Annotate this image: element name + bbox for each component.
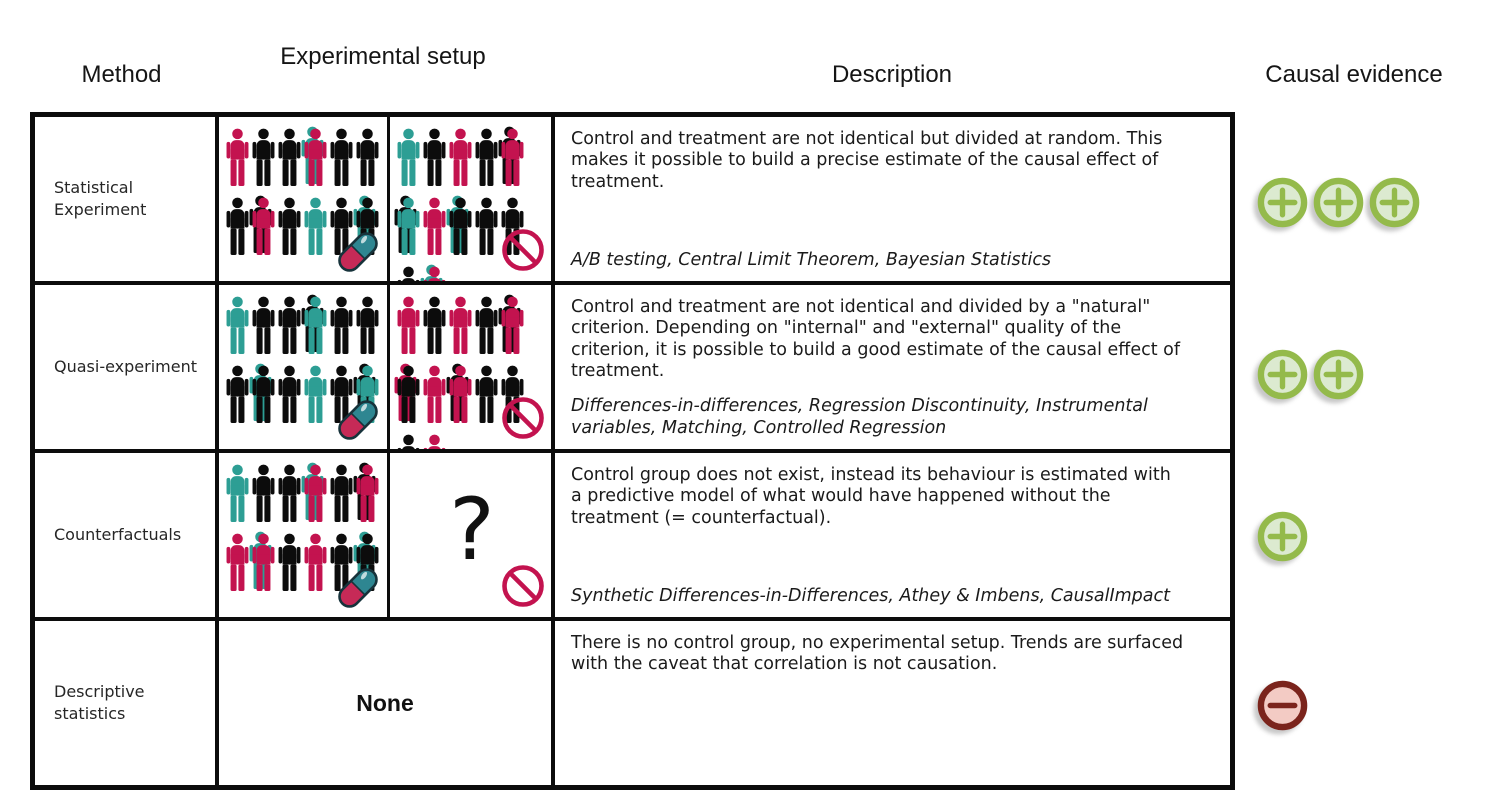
examples-text: Differences-in-differences, Regression Discontinuity, Instrumental variables, Matching, Controlled Regression xyxy=(571,396,1148,438)
person-icon xyxy=(474,292,499,359)
no-sign-icon xyxy=(500,563,546,609)
person-icon xyxy=(277,193,302,260)
person-icon xyxy=(277,529,302,596)
pill-icon xyxy=(332,565,384,611)
pill-icon xyxy=(332,397,384,443)
method-cell xyxy=(35,117,215,281)
examples-text: A/B testing, Central Limit Theorem, Bayesian Statistics xyxy=(571,249,1052,270)
person-icon xyxy=(225,460,250,527)
method-label: Descriptive statistics xyxy=(54,682,145,723)
column-header-experimental-setup: Experimental setup xyxy=(280,43,486,70)
person-icon xyxy=(396,430,421,449)
description-cell xyxy=(555,453,1230,617)
person-icon xyxy=(500,292,525,359)
person-icon xyxy=(355,460,380,527)
person-icon xyxy=(448,193,473,260)
person-icon xyxy=(422,361,447,428)
plus-icon xyxy=(1256,510,1309,563)
control-group-panel xyxy=(390,117,551,281)
pill-icon xyxy=(332,229,384,275)
person-icon xyxy=(251,529,276,596)
method-label: Statistical Experiment xyxy=(54,178,147,219)
plus-icon xyxy=(1312,348,1365,401)
question-mark: ? xyxy=(449,479,495,580)
person-icon xyxy=(329,292,354,359)
person-icon xyxy=(277,460,302,527)
column-header-method: Method xyxy=(81,61,162,88)
person-icon xyxy=(422,262,447,281)
person-icon xyxy=(422,292,447,359)
person-icon xyxy=(396,124,421,191)
control-group-panel xyxy=(390,285,551,449)
person-icon xyxy=(474,124,499,191)
description-text: Control group does not exist, instead its behaviour is estimated with a predictive model of what would have happened without the treatment (= counterfactual). xyxy=(571,465,1171,528)
person-icon xyxy=(251,361,276,428)
person-icon xyxy=(251,292,276,359)
person-icon xyxy=(448,292,473,359)
person-icon xyxy=(277,292,302,359)
setup-cell xyxy=(219,285,551,449)
person-icon xyxy=(225,193,250,260)
person-icon xyxy=(277,361,302,428)
evidence-cell xyxy=(1256,679,1309,732)
setup-cell xyxy=(219,117,551,281)
person-icon xyxy=(303,193,328,260)
person-icon xyxy=(303,460,328,527)
control-badge xyxy=(500,395,546,446)
treatment-group-panel xyxy=(219,453,387,617)
column-header-description: Description xyxy=(831,61,953,88)
person-icon xyxy=(500,124,525,191)
method-cell xyxy=(35,453,215,617)
person-icon xyxy=(329,124,354,191)
method-cell xyxy=(35,621,215,785)
examples-text: Synthetic Differences-in-Differences, Athey & Imbens, CausalImpact xyxy=(571,585,1170,606)
person-icon xyxy=(277,124,302,191)
person-icon xyxy=(303,529,328,596)
person-icon xyxy=(225,529,250,596)
person-icon xyxy=(422,430,447,449)
description-text: Control and treatment are not identical and divided by a "natural" criterion. Depending on "internal" and "external" quality of the criterion, it is possible to build a good estimate of the causal effect of treatment. xyxy=(571,297,1181,382)
description-cell xyxy=(555,285,1230,449)
person-icon xyxy=(329,460,354,527)
evidence-cell xyxy=(1256,176,1421,229)
no-sign-icon xyxy=(500,227,546,273)
evidence-cell xyxy=(1256,510,1309,563)
person-icon xyxy=(396,361,421,428)
unknown-control-panel xyxy=(390,453,551,617)
person-icon xyxy=(448,361,473,428)
treatment-group-panel xyxy=(219,117,387,281)
plus-icon xyxy=(1312,176,1365,229)
none-label: None xyxy=(356,689,414,716)
description-cell xyxy=(555,117,1230,281)
minus-icon xyxy=(1256,679,1309,732)
treatment-badge xyxy=(332,397,384,448)
description-text: There is no control group, no experimental setup. Trends are surfaced with the caveat that correlation is not causation. xyxy=(571,633,1184,675)
control-badge xyxy=(500,227,546,278)
person-icon xyxy=(303,292,328,359)
person-icon xyxy=(422,193,447,260)
column-header-causal-evidence: Causal evidence xyxy=(1265,61,1443,88)
plus-icon xyxy=(1256,176,1309,229)
methods-table xyxy=(30,112,1235,790)
treatment-badge xyxy=(332,565,384,616)
person-icon xyxy=(251,193,276,260)
person-icon xyxy=(448,124,473,191)
treatment-badge xyxy=(332,229,384,280)
setup-cell-none xyxy=(219,621,551,785)
person-icon xyxy=(225,292,250,359)
plus-icon xyxy=(1368,176,1421,229)
person-icon xyxy=(303,124,328,191)
no-sign-icon xyxy=(500,395,546,441)
person-icon xyxy=(396,193,421,260)
person-icon xyxy=(303,361,328,428)
person-icon xyxy=(225,124,250,191)
person-icon xyxy=(474,193,499,260)
person-icon xyxy=(396,262,421,281)
description-cell xyxy=(555,621,1230,785)
person-icon xyxy=(355,124,380,191)
person-icon xyxy=(355,292,380,359)
control-badge xyxy=(500,563,546,614)
evidence-cell xyxy=(1256,348,1365,401)
method-label: Counterfactuals xyxy=(54,525,182,545)
person-icon xyxy=(251,124,276,191)
person-icon xyxy=(251,460,276,527)
method-label: Quasi-experiment xyxy=(54,357,197,377)
description-text: Control and treatment are not identical but divided at random. This makes it possible to build a precise estimate of the causal effect of treatment. xyxy=(571,129,1163,192)
setup-cell xyxy=(219,453,551,617)
person-icon xyxy=(422,124,447,191)
treatment-group-panel xyxy=(219,285,387,449)
plus-icon xyxy=(1256,348,1309,401)
person-icon xyxy=(474,361,499,428)
person-icon xyxy=(396,292,421,359)
method-cell xyxy=(35,285,215,449)
person-icon xyxy=(225,361,250,428)
